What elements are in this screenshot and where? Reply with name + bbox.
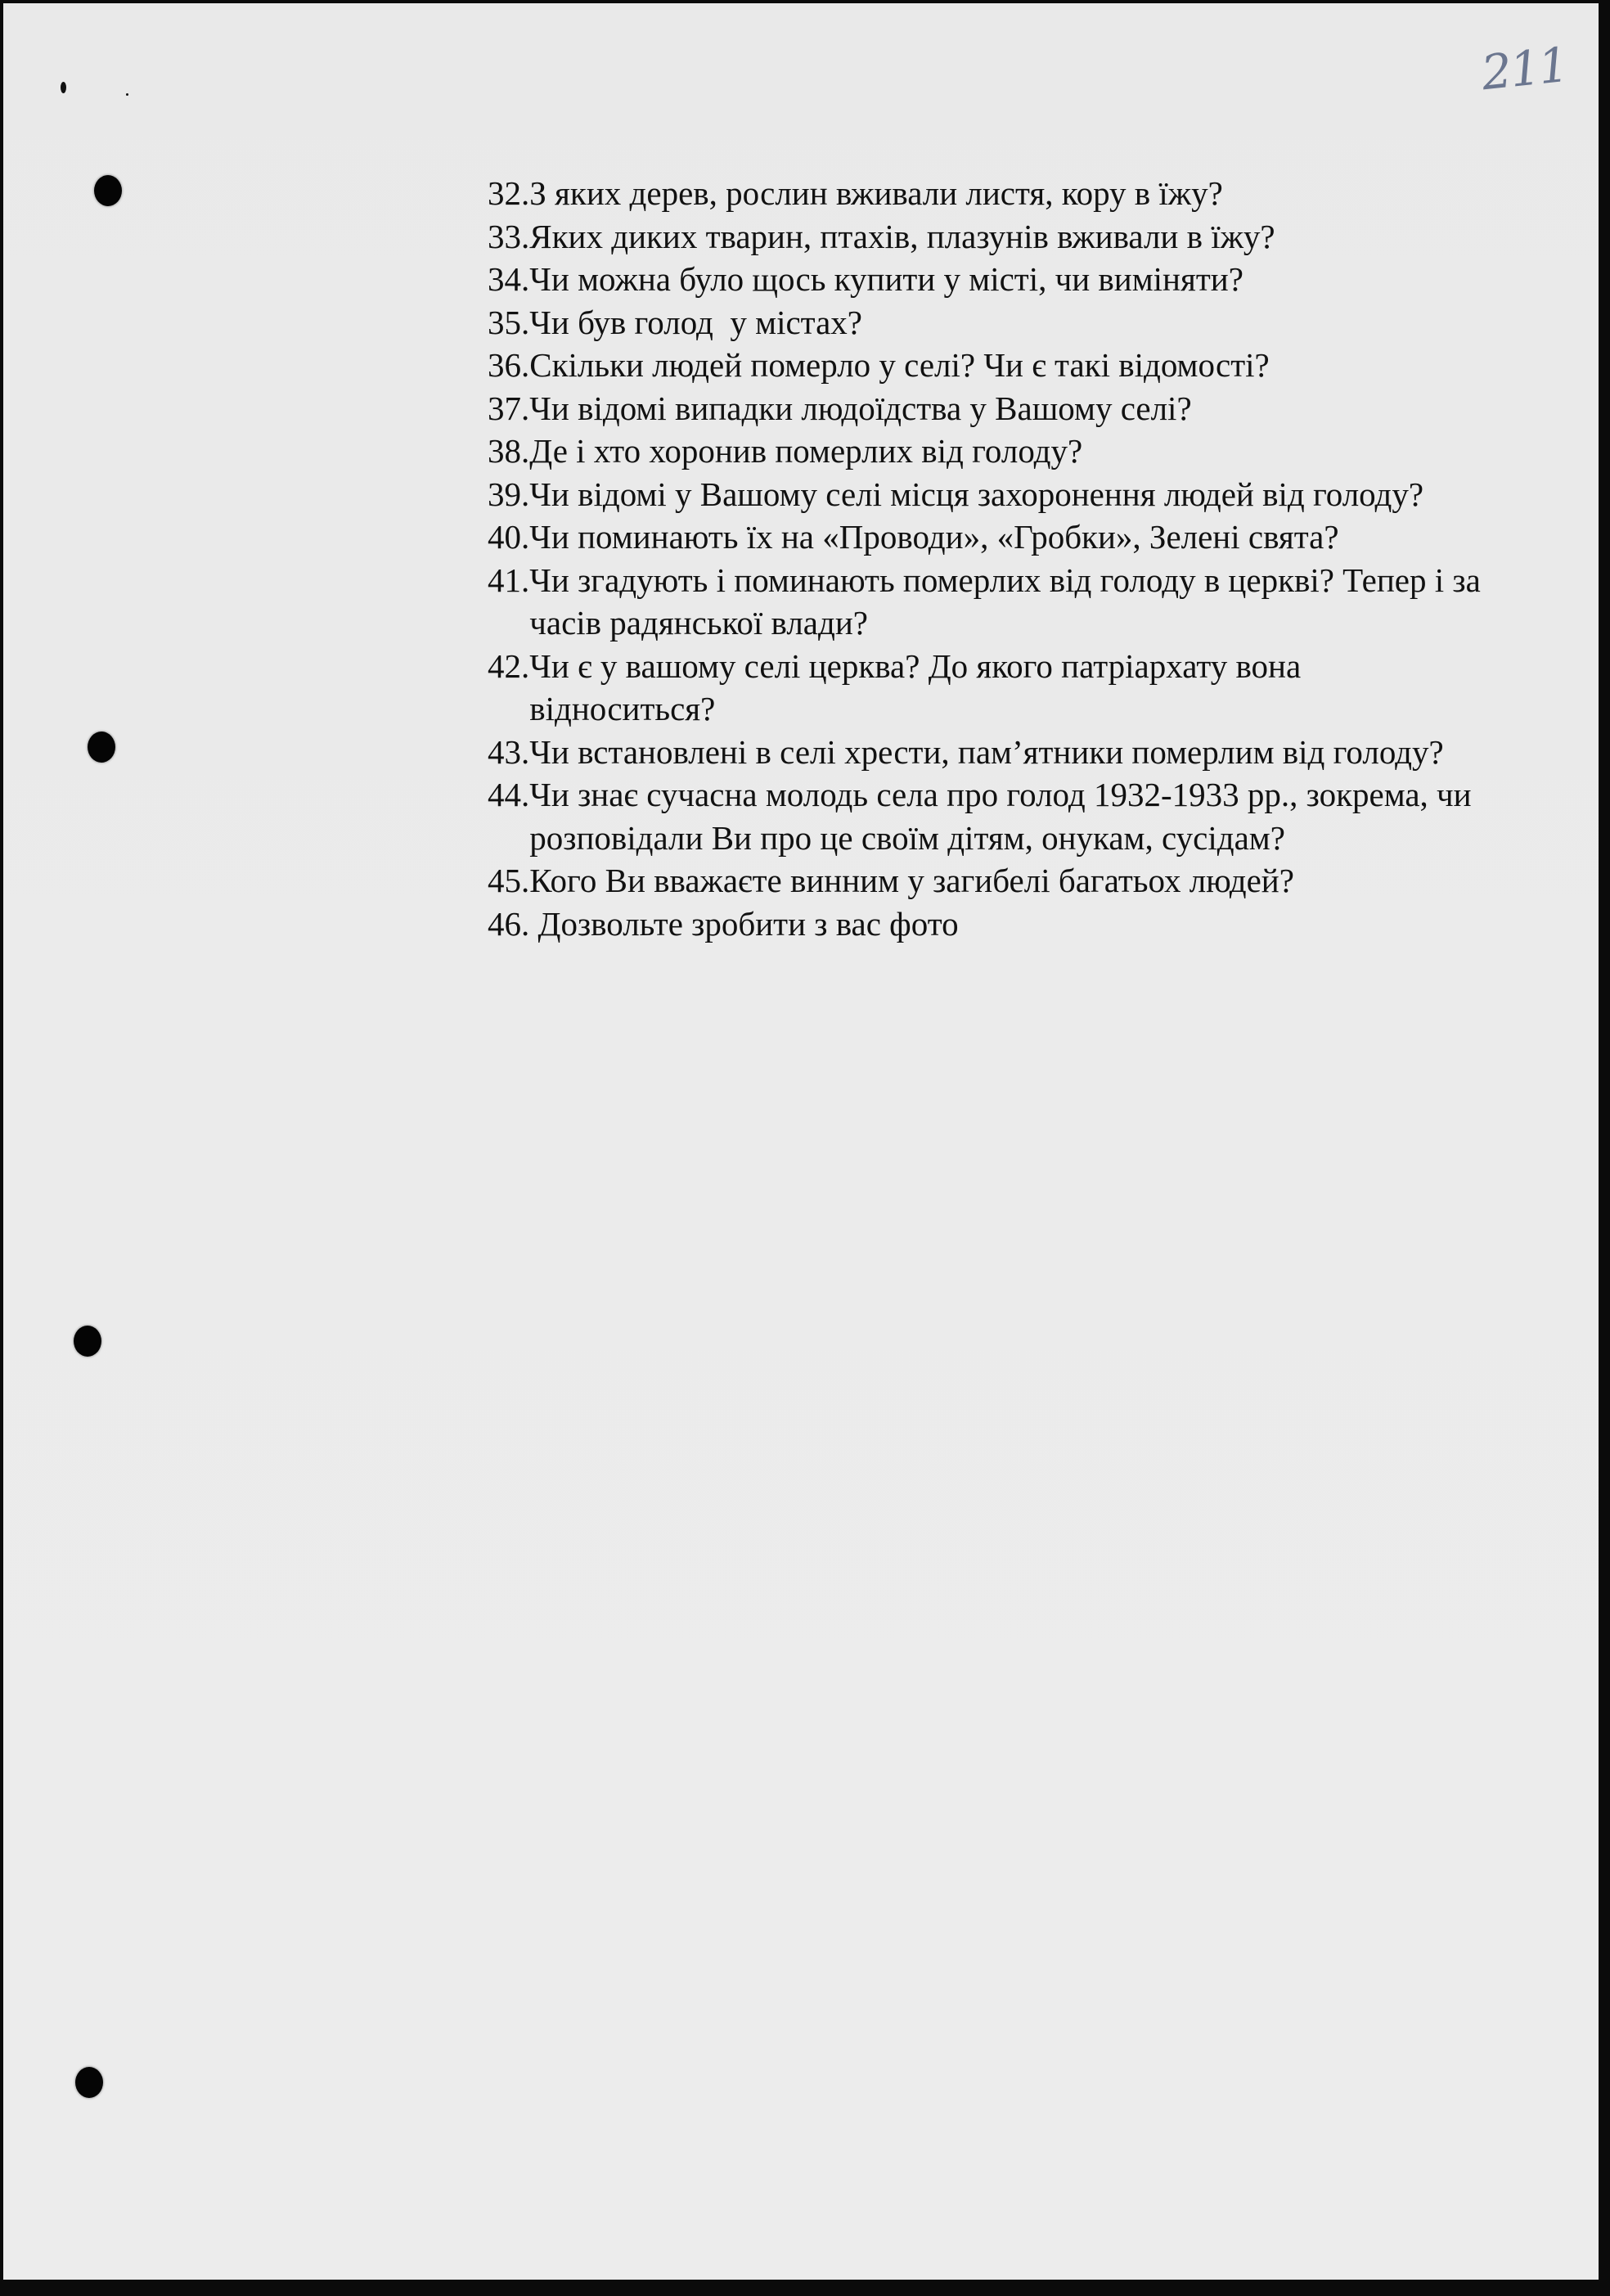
question-text: Чи був голод у містах? (529, 303, 862, 341)
punch-hole (75, 2067, 103, 2098)
question-number: 34. (488, 260, 530, 298)
question-text: Чи відомі у Вашому селі місця захоронення людей від голоду? (529, 475, 1424, 513)
question-text: Кого Ви вважаєте винним у загибелі багатьох людей? (529, 862, 1294, 899)
question-text: Дозвольте зробити з вас фото (529, 904, 959, 943)
question-text: Чи можна було щось купити у місті, чи виміняти? (529, 260, 1243, 298)
question-text: Чи знає сучасна молодь села про голод 1932-1933 рр., зокрема, чи розповідали Ви про це своїм дітям, онукам, сусідам? (529, 776, 1472, 857)
question-number: 45. (488, 862, 530, 899)
handwritten-page-number: 211 (1479, 36, 1571, 101)
question-item (488, 903, 1486, 946)
question-text: Чи згадують і поминають померлих від голоду в церкві? Тепер і за часів радянської влади? (529, 560, 1481, 642)
question-number: 39. (488, 475, 530, 513)
question-item (488, 859, 1486, 903)
question-item (488, 559, 1486, 645)
question-number: 43. (488, 732, 530, 771)
punch-hole (74, 1326, 101, 1357)
punch-hole (88, 732, 115, 763)
question-number: 46. (488, 904, 530, 943)
question-text: Де і хто хоронив померлих від голоду? (529, 432, 1083, 470)
question-number: 36. (488, 346, 530, 384)
punch-hole (94, 175, 122, 206)
question-item (488, 645, 1486, 731)
question-number: 33. (488, 217, 530, 255)
ink-speck (61, 82, 66, 93)
question-item (488, 344, 1486, 387)
question-text: Чи відомі випадки людоїдства у Вашому селі? (529, 389, 1192, 427)
question-number: 35. (488, 303, 530, 341)
questionnaire-list (488, 172, 1486, 945)
question-text: Чи є у вашому селі церква? До якого патріархату вона відноситься? (529, 646, 1302, 727)
question-number: 37. (488, 389, 530, 427)
question-text: Скільки людей померло у селі? Чи є такі відомості? (529, 346, 1270, 384)
question-item (488, 430, 1486, 473)
question-text: Яких диких тварин, птахів, плазунів вживали в їжу? (529, 217, 1275, 255)
question-item (488, 773, 1486, 859)
question-text: Чи встановлені в селі хрести, пам’ятники померлим від голоду? (529, 732, 1444, 771)
question-item (488, 731, 1486, 774)
question-item (488, 258, 1486, 301)
question-item (488, 215, 1486, 259)
question-number: 32. (488, 174, 530, 212)
question-number: 44. (488, 776, 530, 813)
question-item (488, 515, 1486, 559)
document-page (3, 3, 1599, 2280)
question-number: 38. (488, 432, 530, 470)
question-text: З яких дерев, рослин вживали листя, кору в їжу? (529, 174, 1223, 212)
question-item (488, 473, 1486, 516)
question-number: 42. (488, 646, 530, 685)
question-item (488, 301, 1486, 344)
question-number: 41. (488, 560, 530, 599)
ink-speck (126, 93, 128, 96)
question-number: 40. (488, 518, 530, 556)
question-text: Чи поминають їх на «Проводи», «Гробки», Зелені свята? (529, 518, 1339, 556)
question-item (488, 172, 1486, 215)
question-item (488, 387, 1486, 430)
